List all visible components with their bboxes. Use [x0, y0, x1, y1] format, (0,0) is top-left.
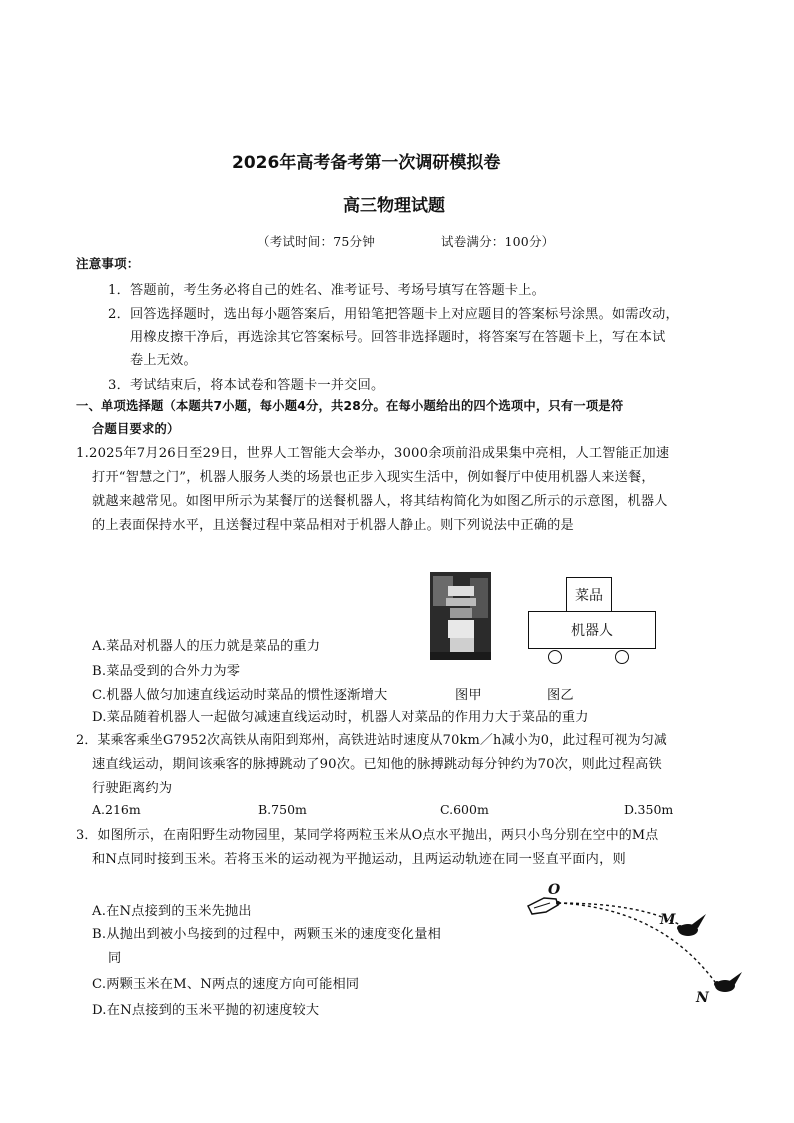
bird-m-icon	[677, 914, 706, 936]
full-score: 试卷满分：100分）	[441, 234, 555, 249]
trajectory-to-n	[558, 903, 715, 982]
q1-line-1: 1.2025年7月26日至29日，世界人工智能大会举办，3000余项前沿成果集中亮相，人工智能正加速	[76, 446, 670, 461]
robot-box	[528, 611, 656, 649]
q2-line-2: 速直线运动，期间该乘客的脉搏跳动了90次。已知他的脉搏跳动每分钟约为70次，则此过程高铁	[92, 757, 662, 772]
q2-option-a: A.216m	[92, 802, 141, 817]
notice-item-2-cont: 用橡皮擦干净后，再选涂其它答案标号。回答非选择题时，将答案写在答题卡上，写在本试	[130, 330, 666, 345]
label-m: M	[660, 912, 676, 928]
trajectory-figure	[520, 878, 750, 1008]
section1-heading: 一、单项选择题（本题共7小题，每小题4分，共28分。在每小题给出的四个选项中，只有一项是符	[76, 399, 624, 413]
q2-option-c: C.600m	[440, 802, 489, 817]
dish-label: 菜品	[575, 587, 603, 604]
bird-n-icon	[714, 972, 742, 992]
notice-item-3: 3．考试结束后，将本试卷和答题卡一并交回。	[108, 378, 385, 393]
q2-line-3: 行驶距离约为	[92, 781, 173, 796]
section1-heading-cont: 合题目要求的）	[92, 422, 180, 436]
dish-box	[566, 577, 612, 612]
q1-option-b: B.菜品受到的合外力为零	[92, 664, 241, 679]
q3-line-2: 和N点同时接到玉米。若将玉米的运动视为平抛运动，且两运动轨迹在同一竖直平面内，则	[92, 852, 626, 867]
notice-heading: 注意事项：	[76, 256, 140, 271]
q1-line-4: 的上表面保持水平，且送餐过程中菜品相对于机器人静止。则下列说法中正确的是	[92, 518, 574, 533]
left-wheel	[548, 650, 562, 664]
q1-option-a: A.菜品对机器人的压力就是菜品的重力	[92, 639, 321, 654]
exam-time: （考试时间：75分钟	[257, 234, 375, 249]
notice-item-2-cont2: 卷上无效。	[130, 353, 197, 368]
q2-option-b: B.750m	[258, 802, 307, 817]
q2-line-1: 2．某乘客乘坐G7952次高铁从南阳到郑州，高铁进站时速度从70km／h减小为0，此过程可视为匀减	[76, 733, 667, 748]
robot-photo-drawing	[430, 572, 491, 660]
q3-option-b: B.从抛出到被小鸟接到的过程中，两颗玉米的速度变化量相	[92, 927, 441, 942]
hand-icon	[528, 898, 558, 914]
exam-title: 2026年高考备考第一次调研模拟卷	[232, 153, 501, 173]
notice-item-1: 1．答题前，考生务必将自己的姓名、准考证号、考场号填写在答题卡上。	[108, 283, 545, 298]
right-wheel	[615, 650, 629, 664]
q1-line-3: 就越来越常见。如图甲所示为某餐厅的送餐机器人，将其结构简化为如图乙所示的示意图，机器人	[92, 494, 668, 509]
robot-label: 机器人	[571, 623, 613, 639]
q3-option-a: A.在N点接到的玉米先抛出	[92, 904, 252, 919]
q2-option-d: D.350m	[624, 802, 674, 817]
exam-subtitle: 高三物理试题	[343, 196, 445, 216]
q3-option-d: D.在N点接到的玉米平抛的初速度较大	[92, 1003, 320, 1018]
q1-line-2: 打开“智慧之门”，机器人服务人类的场景也正步入现实生活中，例如餐厅中使用机器人来送餐，	[92, 470, 655, 485]
figure-b-caption: 图乙	[547, 688, 574, 703]
q3-option-b-cont: 同	[108, 951, 122, 966]
q1-option-c: C.机器人做匀加速直线运动时菜品的惯性逐渐增大	[92, 688, 388, 703]
q1-option-d: D.菜品随着机器人一起做匀减速直线运动时，机器人对菜品的作用力大于菜品的重力	[92, 710, 589, 725]
robot-photo	[430, 572, 491, 660]
figure-a-caption: 图甲	[455, 688, 482, 703]
q3-line-1: 3．如图所示，在南阳野生动物园里，某同学将两粒玉米从O点水平抛出，两只小鸟分别在空中的M点	[76, 828, 659, 843]
label-o: O	[548, 882, 561, 898]
label-n: N	[696, 990, 709, 1006]
q3-option-c: C.两颗玉米在M、N两点的速度方向可能相同	[92, 977, 360, 992]
notice-item-2: 2．回答选择题时，选出每小题答案后，用铅笔把答题卡上对应题目的答案标号涂黑。如需改动，	[108, 307, 679, 322]
